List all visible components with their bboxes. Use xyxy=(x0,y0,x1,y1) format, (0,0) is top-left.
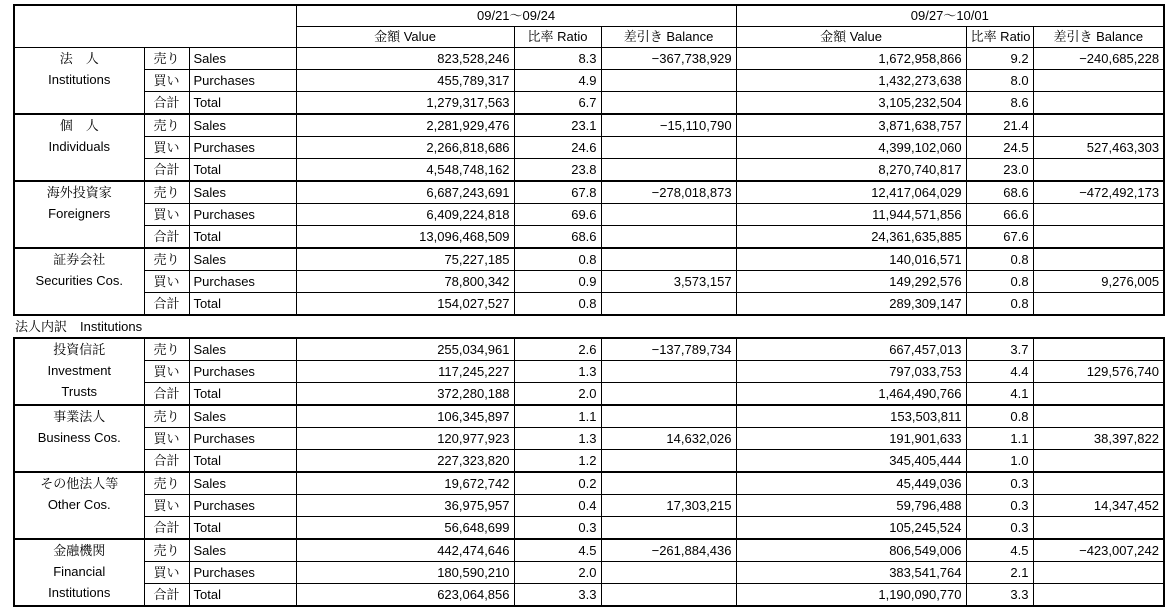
table-row xyxy=(14,539,1164,562)
ratio-cell: 1.0 xyxy=(966,450,1033,473)
group-label xyxy=(14,405,144,472)
group-label xyxy=(14,114,144,181)
table-row xyxy=(14,114,1164,137)
balance-cell: 17,303,215 xyxy=(601,495,736,517)
value-cell: 75,227,185 xyxy=(296,248,514,271)
balance-cell xyxy=(1033,293,1164,316)
group-label-line: 証券会社 xyxy=(53,252,106,267)
ratio-cell: 0.3 xyxy=(966,495,1033,517)
balance-cell xyxy=(1033,114,1164,137)
period-header-1: 09/21～09/24 xyxy=(296,5,736,27)
ratio-cell: 23.1 xyxy=(514,114,601,137)
row-type-jp-label: 売り xyxy=(144,539,189,562)
ratio-cell: 23.8 xyxy=(514,159,601,182)
table-row xyxy=(14,137,1164,159)
value-cell: 3,871,638,757 xyxy=(736,114,966,137)
value-cell: 13,096,468,509 xyxy=(296,226,514,249)
balance-cell: −367,738,929 xyxy=(601,48,736,70)
balance-cell xyxy=(601,472,736,495)
row-type-jp-label: 買い xyxy=(144,271,189,293)
ratio-cell: 1.1 xyxy=(514,405,601,428)
ratio-cell: 4.1 xyxy=(966,383,1033,406)
ratio-cell: 2.6 xyxy=(514,338,601,361)
row-type-jp-label: 買い xyxy=(144,137,189,159)
row-type-jp-label: 売り xyxy=(144,472,189,495)
table-row xyxy=(14,92,1164,115)
ratio-cell: 1.1 xyxy=(966,428,1033,450)
ratio-cell: 1.3 xyxy=(514,428,601,450)
row-type-jp-label: 合計 xyxy=(144,293,189,316)
ratio-cell: 0.3 xyxy=(966,517,1033,540)
balance-cell: −423,007,242 xyxy=(1033,539,1164,562)
ratio-cell: 0.8 xyxy=(966,271,1033,293)
group-label-line: その他法人等 xyxy=(40,476,119,491)
row-type-en-label: Total xyxy=(189,517,296,540)
trading-table-breakdown xyxy=(13,337,1165,607)
balance-cell xyxy=(601,159,736,182)
group-label-line: 金融機関 xyxy=(53,543,106,558)
table-row xyxy=(14,495,1164,517)
balance-cell xyxy=(1033,226,1164,249)
row-type-en-label: Purchases xyxy=(189,137,296,159)
value-cell: 105,245,524 xyxy=(736,517,966,540)
column-header-value: 金額 Value xyxy=(736,27,966,48)
group-label xyxy=(14,181,144,248)
ratio-cell: 1.3 xyxy=(514,361,601,383)
corner-blank-cell xyxy=(14,5,296,48)
group-label-line: 事業法人 xyxy=(53,409,106,424)
group-label-line: 個 人 xyxy=(59,118,99,133)
group-label-line: Foreigners xyxy=(48,206,111,221)
value-cell: 8,270,740,817 xyxy=(736,159,966,182)
balance-cell xyxy=(601,361,736,383)
balance-cell: −137,789,734 xyxy=(601,338,736,361)
table-row xyxy=(14,226,1164,249)
ratio-cell: 69.6 xyxy=(514,204,601,226)
row-type-en-label: Sales xyxy=(189,181,296,204)
value-cell: 11,944,571,856 xyxy=(736,204,966,226)
row-type-en-label: Purchases xyxy=(189,271,296,293)
value-cell: 153,503,811 xyxy=(736,405,966,428)
group-label xyxy=(14,248,144,315)
ratio-cell: 1.2 xyxy=(514,450,601,473)
balance-cell: 38,397,822 xyxy=(1033,428,1164,450)
table-row xyxy=(14,450,1164,473)
ratio-cell: 3.3 xyxy=(966,584,1033,607)
row-type-jp-label: 買い xyxy=(144,495,189,517)
row-type-jp-label: 合計 xyxy=(144,383,189,406)
balance-cell: 14,347,452 xyxy=(1033,495,1164,517)
ratio-cell: 67.6 xyxy=(966,226,1033,249)
column-header-balance: 差引き Balance xyxy=(1033,27,1164,48)
column-header-balance: 差引き Balance xyxy=(601,27,736,48)
balance-cell xyxy=(601,584,736,607)
table-row xyxy=(14,405,1164,428)
group-label xyxy=(14,48,144,115)
ratio-cell: 8.0 xyxy=(966,70,1033,92)
table-row xyxy=(14,383,1164,406)
value-cell: 797,033,753 xyxy=(736,361,966,383)
value-cell: 191,901,633 xyxy=(736,428,966,450)
row-type-en-label: Purchases xyxy=(189,495,296,517)
ratio-cell: 0.3 xyxy=(514,517,601,540)
ratio-cell: 2.0 xyxy=(514,562,601,584)
group-label-line: Investment xyxy=(47,363,112,378)
value-cell: 1,190,090,770 xyxy=(736,584,966,607)
ratio-cell: 4.4 xyxy=(966,361,1033,383)
balance-cell xyxy=(1033,562,1164,584)
ratio-cell: 0.8 xyxy=(966,405,1033,428)
row-type-jp-label: 売り xyxy=(144,114,189,137)
value-cell: 12,417,064,029 xyxy=(736,181,966,204)
row-type-jp-label: 合計 xyxy=(144,226,189,249)
value-cell: 2,281,929,476 xyxy=(296,114,514,137)
row-type-jp-label: 合計 xyxy=(144,584,189,607)
value-cell: 117,245,227 xyxy=(296,361,514,383)
group-label-line: 海外投資家 xyxy=(46,185,112,200)
value-cell: 59,796,488 xyxy=(736,495,966,517)
balance-cell xyxy=(601,562,736,584)
ratio-cell: 24.5 xyxy=(966,137,1033,159)
row-type-en-label: Purchases xyxy=(189,361,296,383)
value-cell: 6,409,224,818 xyxy=(296,204,514,226)
group-label-line: Trusts xyxy=(61,384,98,399)
balance-cell: 527,463,303 xyxy=(1033,137,1164,159)
table-row xyxy=(14,181,1164,204)
table-row xyxy=(14,472,1164,495)
row-type-en-label: Sales xyxy=(189,539,296,562)
value-cell: 455,789,317 xyxy=(296,70,514,92)
row-type-en-label: Total xyxy=(189,383,296,406)
balance-cell xyxy=(1033,584,1164,607)
balance-cell: 9,276,005 xyxy=(1033,271,1164,293)
value-cell: 19,672,742 xyxy=(296,472,514,495)
group-label-line: Other Cos. xyxy=(47,497,111,512)
value-cell: 1,672,958,866 xyxy=(736,48,966,70)
value-cell: 3,105,232,504 xyxy=(736,92,966,115)
group-label-line: Institutions xyxy=(48,72,111,87)
table-row xyxy=(14,338,1164,361)
row-type-en-label: Sales xyxy=(189,48,296,70)
row-type-en-label: Purchases xyxy=(189,204,296,226)
ratio-cell: 0.3 xyxy=(966,472,1033,495)
balance-cell: −15,110,790 xyxy=(601,114,736,137)
value-cell: 2,266,818,686 xyxy=(296,137,514,159)
ratio-cell: 4.5 xyxy=(966,539,1033,562)
row-type-jp-label: 合計 xyxy=(144,517,189,540)
table-row xyxy=(14,248,1164,271)
ratio-cell: 6.7 xyxy=(514,92,601,115)
table-row xyxy=(14,271,1164,293)
value-cell: 442,474,646 xyxy=(296,539,514,562)
balance-cell xyxy=(1033,204,1164,226)
row-type-jp-label: 買い xyxy=(144,562,189,584)
balance-cell xyxy=(601,70,736,92)
row-type-en-label: Total xyxy=(189,293,296,316)
table-row xyxy=(14,584,1164,607)
section-title-institutions-breakdown: 法人内訳 Institutions xyxy=(15,319,143,334)
value-cell: 56,648,699 xyxy=(296,517,514,540)
balance-cell xyxy=(1033,70,1164,92)
row-type-en-label: Sales xyxy=(189,472,296,495)
ratio-cell: 0.9 xyxy=(514,271,601,293)
row-type-jp-label: 買い xyxy=(144,204,189,226)
table-row xyxy=(14,70,1164,92)
value-cell: 667,457,013 xyxy=(736,338,966,361)
ratio-cell: 8.3 xyxy=(514,48,601,70)
row-type-jp-label: 買い xyxy=(144,70,189,92)
table-row xyxy=(14,48,1164,70)
row-type-jp-label: 売り xyxy=(144,181,189,204)
group-label xyxy=(14,338,144,405)
row-type-en-label: Total xyxy=(189,450,296,473)
table-row xyxy=(14,562,1164,584)
group-label-line: Financial xyxy=(53,564,106,579)
balance-cell xyxy=(1033,472,1164,495)
ratio-cell: 23.0 xyxy=(966,159,1033,182)
group-label-line: 投資信託 xyxy=(53,342,106,357)
row-type-en-label: Total xyxy=(189,226,296,249)
table-row xyxy=(14,428,1164,450)
value-cell: 24,361,635,885 xyxy=(736,226,966,249)
value-cell: 106,345,897 xyxy=(296,405,514,428)
ratio-cell: 2.0 xyxy=(514,383,601,406)
row-type-jp-label: 合計 xyxy=(144,92,189,115)
balance-cell: −261,884,436 xyxy=(601,539,736,562)
investor-trading-sheet xyxy=(13,4,1163,607)
balance-cell xyxy=(1033,248,1164,271)
row-type-en-label: Purchases xyxy=(189,562,296,584)
row-type-jp-label: 合計 xyxy=(144,450,189,473)
table-row xyxy=(14,204,1164,226)
ratio-cell: 9.2 xyxy=(966,48,1033,70)
table-row xyxy=(14,293,1164,316)
row-type-jp-label: 買い xyxy=(144,428,189,450)
row-type-en-label: Sales xyxy=(189,248,296,271)
balance-cell xyxy=(1033,338,1164,361)
row-type-jp-label: 売り xyxy=(144,248,189,271)
balance-cell xyxy=(1033,405,1164,428)
balance-cell xyxy=(1033,159,1164,182)
balance-cell xyxy=(1033,383,1164,406)
value-cell: 36,975,957 xyxy=(296,495,514,517)
table-row xyxy=(14,361,1164,383)
column-header-ratio: 比率 Ratio xyxy=(966,27,1033,48)
balance-cell: 3,573,157 xyxy=(601,271,736,293)
ratio-cell: 4.9 xyxy=(514,70,601,92)
value-cell: 345,405,444 xyxy=(736,450,966,473)
row-type-en-label: Purchases xyxy=(189,70,296,92)
row-type-jp-label: 合計 xyxy=(144,159,189,182)
ratio-cell: 0.8 xyxy=(514,248,601,271)
group-label-line: Institutions xyxy=(48,585,111,600)
balance-cell: −278,018,873 xyxy=(601,181,736,204)
group-label-line: 法 人 xyxy=(59,51,99,66)
value-cell: 6,687,243,691 xyxy=(296,181,514,204)
balance-cell xyxy=(601,293,736,316)
ratio-cell: 68.6 xyxy=(966,181,1033,204)
row-type-en-label: Total xyxy=(189,584,296,607)
value-cell: 140,016,571 xyxy=(736,248,966,271)
value-cell: 623,064,856 xyxy=(296,584,514,607)
value-cell: 806,549,006 xyxy=(736,539,966,562)
balance-cell xyxy=(1033,450,1164,473)
row-type-en-label: Total xyxy=(189,159,296,182)
balance-cell: 14,632,026 xyxy=(601,428,736,450)
value-cell: 4,548,748,162 xyxy=(296,159,514,182)
ratio-cell: 0.8 xyxy=(966,293,1033,316)
value-cell: 45,449,036 xyxy=(736,472,966,495)
value-cell: 1,279,317,563 xyxy=(296,92,514,115)
row-type-en-label: Sales xyxy=(189,338,296,361)
balance-cell xyxy=(601,137,736,159)
row-type-jp-label: 売り xyxy=(144,405,189,428)
balance-cell xyxy=(601,450,736,473)
value-cell: 1,464,490,766 xyxy=(736,383,966,406)
group-label xyxy=(14,539,144,606)
balance-cell: −472,492,173 xyxy=(1033,181,1164,204)
ratio-cell: 0.8 xyxy=(514,293,601,316)
balance-cell xyxy=(1033,517,1164,540)
row-type-jp-label: 売り xyxy=(144,48,189,70)
table-row xyxy=(14,159,1164,182)
balance-cell xyxy=(601,92,736,115)
ratio-cell: 3.7 xyxy=(966,338,1033,361)
column-header-value: 金額 Value xyxy=(296,27,514,48)
value-cell: 120,977,923 xyxy=(296,428,514,450)
ratio-cell: 66.6 xyxy=(966,204,1033,226)
period-header-2: 09/27～10/01 xyxy=(736,5,1164,27)
ratio-cell: 0.2 xyxy=(514,472,601,495)
ratio-cell: 3.3 xyxy=(514,584,601,607)
balance-cell xyxy=(601,226,736,249)
group-label-line: Securities Cos. xyxy=(35,273,123,288)
group-label-line: Individuals xyxy=(48,139,110,154)
value-cell: 149,292,576 xyxy=(736,271,966,293)
row-type-en-label: Purchases xyxy=(189,428,296,450)
trading-table-main xyxy=(13,4,1165,316)
group-label-line: Business Cos. xyxy=(37,430,121,445)
row-type-en-label: Sales xyxy=(189,114,296,137)
ratio-cell: 8.6 xyxy=(966,92,1033,115)
value-cell: 1,432,273,638 xyxy=(736,70,966,92)
ratio-cell: 21.4 xyxy=(966,114,1033,137)
balance-cell: 129,576,740 xyxy=(1033,361,1164,383)
row-type-jp-label: 売り xyxy=(144,338,189,361)
column-header-ratio: 比率 Ratio xyxy=(514,27,601,48)
ratio-cell: 24.6 xyxy=(514,137,601,159)
balance-cell xyxy=(1033,92,1164,115)
table-row xyxy=(14,517,1164,540)
balance-cell: −240,685,228 xyxy=(1033,48,1164,70)
value-cell: 823,528,246 xyxy=(296,48,514,70)
value-cell: 227,323,820 xyxy=(296,450,514,473)
ratio-cell: 68.6 xyxy=(514,226,601,249)
balance-cell xyxy=(601,204,736,226)
balance-cell xyxy=(601,383,736,406)
value-cell: 372,280,188 xyxy=(296,383,514,406)
ratio-cell: 4.5 xyxy=(514,539,601,562)
ratio-cell: 67.8 xyxy=(514,181,601,204)
ratio-cell: 0.8 xyxy=(966,248,1033,271)
value-cell: 383,541,764 xyxy=(736,562,966,584)
balance-cell xyxy=(601,517,736,540)
value-cell: 255,034,961 xyxy=(296,338,514,361)
group-label xyxy=(14,472,144,539)
ratio-cell: 0.4 xyxy=(514,495,601,517)
value-cell: 289,309,147 xyxy=(736,293,966,316)
value-cell: 154,027,527 xyxy=(296,293,514,316)
row-type-en-label: Sales xyxy=(189,405,296,428)
value-cell: 78,800,342 xyxy=(296,271,514,293)
row-type-en-label: Total xyxy=(189,92,296,115)
value-cell: 180,590,210 xyxy=(296,562,514,584)
row-type-jp-label: 買い xyxy=(144,361,189,383)
balance-cell xyxy=(601,248,736,271)
balance-cell xyxy=(601,405,736,428)
ratio-cell: 2.1 xyxy=(966,562,1033,584)
value-cell: 4,399,102,060 xyxy=(736,137,966,159)
